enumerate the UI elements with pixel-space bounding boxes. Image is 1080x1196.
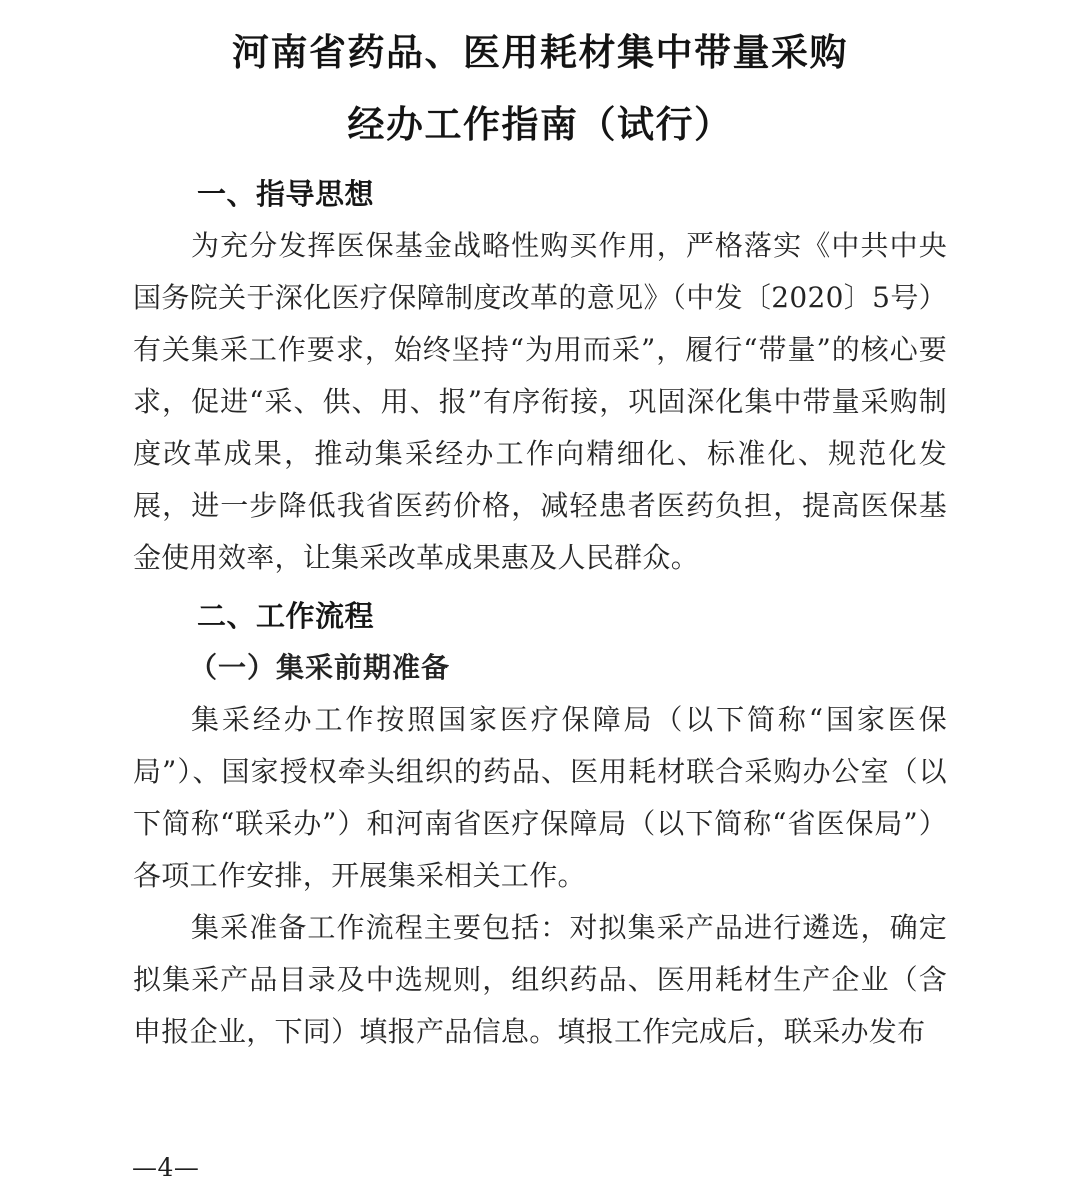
section-heading-2: 二、工作流程 <box>197 599 375 633</box>
subsection-2-1-paragraph-1: 集采经办工作按照国家医疗保障局（以下简称“国家医保局”）、国家授权牵头组织的药品、医用耗材联合采购办公室（以下简称“联采办”）和河南省医疗保障局（以下简称“省医保局”）各项工作安排，开展集采相关工作。 <box>133 703 947 892</box>
section-1-paragraph-1: 为充分发挥医保基金战略性购买作用，严格落实《中共中央国务院关于深化医疗保障制度改革的意见》（中发〔2020〕5号）有关集采工作要求，始终坚持“为用而采”，履行“带量”的核心要求，促进“采、供、用、报”有序衔接，巩固深化集中带量采购制度改革成果，推动集采经办工作向精细化、标准化、规范化发展，进一步降低我省医药价格，减轻患者医药负担，提高医保基金使用效率，让集采改革成果惠及人民群众。 <box>133 229 947 574</box>
section-heading-1: 一、指导思想 <box>197 177 375 211</box>
section-guiding-ideology <box>133 168 947 584</box>
document-title <box>0 22 1080 154</box>
subsection-heading-2-1: （一）集采前期准备 <box>189 651 451 684</box>
document-title-line-2: 经办工作指南（试行） <box>347 102 733 146</box>
subsection-2-1-paragraph-2: 集采准备工作流程主要包括：对拟集采产品进行遴选，确定拟集采产品目录及中选规则，组织药品、医用耗材生产企业（含申报企业，下同）填报产品信息。填报工作完成后，联采办发布 <box>133 911 947 1048</box>
document-title-line-1: 河南省药品、医用耗材集中带量采购 <box>232 30 848 74</box>
page-number: —4— <box>132 1153 200 1182</box>
section-work-process <box>133 590 947 1058</box>
document-body <box>133 168 947 1058</box>
